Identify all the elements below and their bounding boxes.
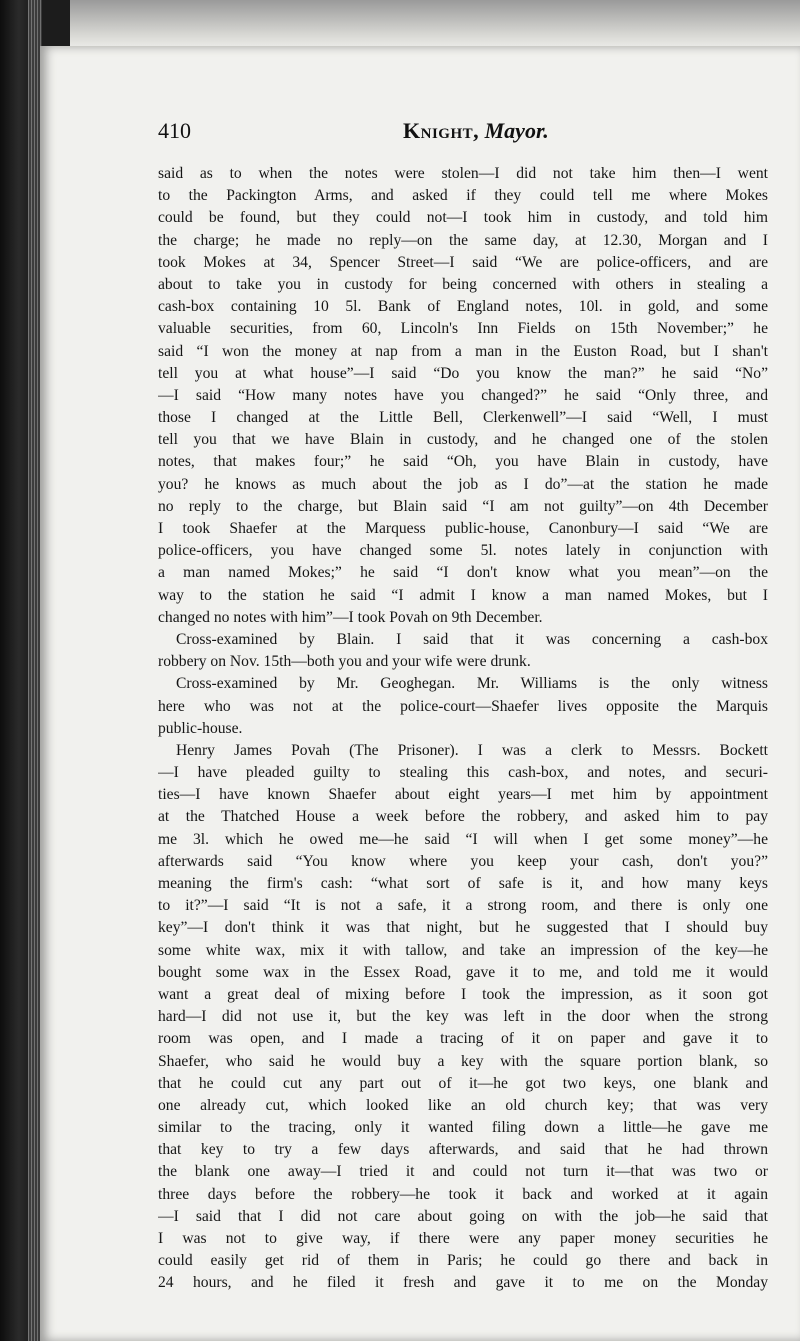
text-line: took Mokes at 34, Spencer Street—I said “We are police-officers, and are [158,253,768,271]
page-header [158,118,778,152]
text-line: Henry James Povah (The Prisoner). I was a clerk to Messrs. Bockett [176,741,768,759]
text-line: I took Shaefer at the Marquess public-house, Canonbury—I said “We are [158,520,768,537]
body-text [158,163,768,1295]
text-line: the blank one away—I tried it and could not turn it—that was two or [158,1163,768,1181]
page-number: 410 [158,118,191,143]
text-line: three days before the robbery—he took it back and worked at it again [158,1185,768,1203]
text-line: valuable securities, from 60, Lincoln's Inn Fields on 15th November;” he [158,320,768,338]
text-line: similar to the tracing, only it wanted filing down a little—he gave me [158,1119,768,1137]
text-line: hard—I did not use it, but the key was left in the door when the strong [158,1008,768,1026]
text-line: one already cut, which looked like an old church key; that was very [158,1096,768,1114]
text-line: 24 hours, and he filed it fresh and gave it to me on the Monday [158,1274,768,1292]
text-line: at the Thatched House a week before the robbery, and asked him to pay [158,808,768,826]
text-line: afterwards said “You know where you keep your cash, don't you?” [158,852,768,870]
text-line: cash-box containing 10 5l. Bank of England notes, 10l. in gold, and some [158,298,768,316]
text-line: —I have pleaded guilty to stealing this cash-box, and notes, and securi- [158,764,768,782]
text-line: room was open, and I made a tracing of it on paper and gave it to [158,1030,768,1048]
text-line: ties—I have known Shaefer about eight years—I met him by appointment [158,786,768,804]
text-line: to the Packington Arms, and asked if they could tell me where Mokes [158,187,768,205]
text-line: said “I won the money at nap from a man in the Euston Road, but I shan't [158,342,768,360]
text-line: tell you that we have Blain in custody, and he changed one of the stolen [158,431,768,449]
text-line: no reply to the charge, but Blain said “I am not guilty”—on 4th December [158,497,768,515]
text-line: Shaefer, who said he would buy a key with the square portion blank, so [158,1052,768,1070]
text-line: some white wax, mix it with tallow, and take an impression of the key—he [158,941,768,959]
text-line: public-house. [158,719,243,737]
running-title-office: Mayor. [484,118,549,143]
text-line: key”—I don't think it was that night, but he suggested that I should buy [158,919,768,937]
text-line: a man named Mokes;” he said “I don't know what you mean”—on the [158,564,768,582]
text-line: to it?”—I said “It is not a safe, it a strong room, and there is only one [158,897,768,915]
text-line: said as to when the notes were stolen—I did not take him then—I went [158,165,768,182]
text-line: about to take you in custody for being concerned with others in stealing a [158,275,768,293]
text-line: that key to try a few days afterwards, and said that he had thrown [158,1141,768,1159]
text-line: me 3l. which he owed me—he said “I will when I get some money”—he [158,830,768,848]
text-line: want a great deal of mixing before I took the impression, as it soon got [158,985,768,1003]
text-line: tell you at what house”—I said “Do you know the man?” he said “No” [158,364,768,382]
text-line: that he could cut any part out of it—he got two keys, one blank and [158,1074,768,1092]
text-line: robbery on Nov. 15th—both you and your wife were drunk. [158,653,531,671]
text-line: Cross-examined by Blain. I said that it was concerning a cash-box [176,630,768,648]
text-line: bought some wax in the Essex Road, gave it to me, and told me it would [158,963,768,981]
text-line: you? he knows as much about the job as I do”—at the station he made [158,475,768,493]
top-margin-shadow [70,0,800,50]
text-line: here who was not at the police-court—Shaefer lives opposite the Marquis [158,697,768,715]
text-line: Cross-examined by Mr. Geoghegan. Mr. Williams is the only witness [176,675,768,693]
text-line: police-officers, you have changed some 5l. notes lately in conjunction with [158,542,768,560]
running-title [403,118,549,144]
text-line: I was not to give way, if there were any paper money securities he [158,1230,768,1247]
text-line: could easily get rid of them in Paris; he could go there and back in [158,1252,768,1270]
text-line: the charge; he made no reply—on the same day, at 12.30, Morgan and I [158,231,768,249]
text-line: way to the station he said “I admit I know a man named Mokes, but I [158,586,768,604]
text-line: meaning the firm's cash: “what sort of safe is it, and how many keys [158,875,768,892]
text-line: changed no notes with him”—I took Povah on 9th December. [158,608,543,626]
running-title-name: Knight, [403,118,480,143]
text-line: could be found, but they could not—I took him in custody, and told him [158,209,768,227]
text-line: —I said “How many notes have you changed?” he said “Only three, and [158,386,768,404]
text-line: —I said that I did not care about going on with the job—he said that [158,1207,768,1225]
text-line: notes, that makes four;” he said “Oh, you have Blain in custody, have [158,453,768,471]
text-line: those I changed at the Little Bell, Clerkenwell”—I said “Well, I must [158,409,768,427]
